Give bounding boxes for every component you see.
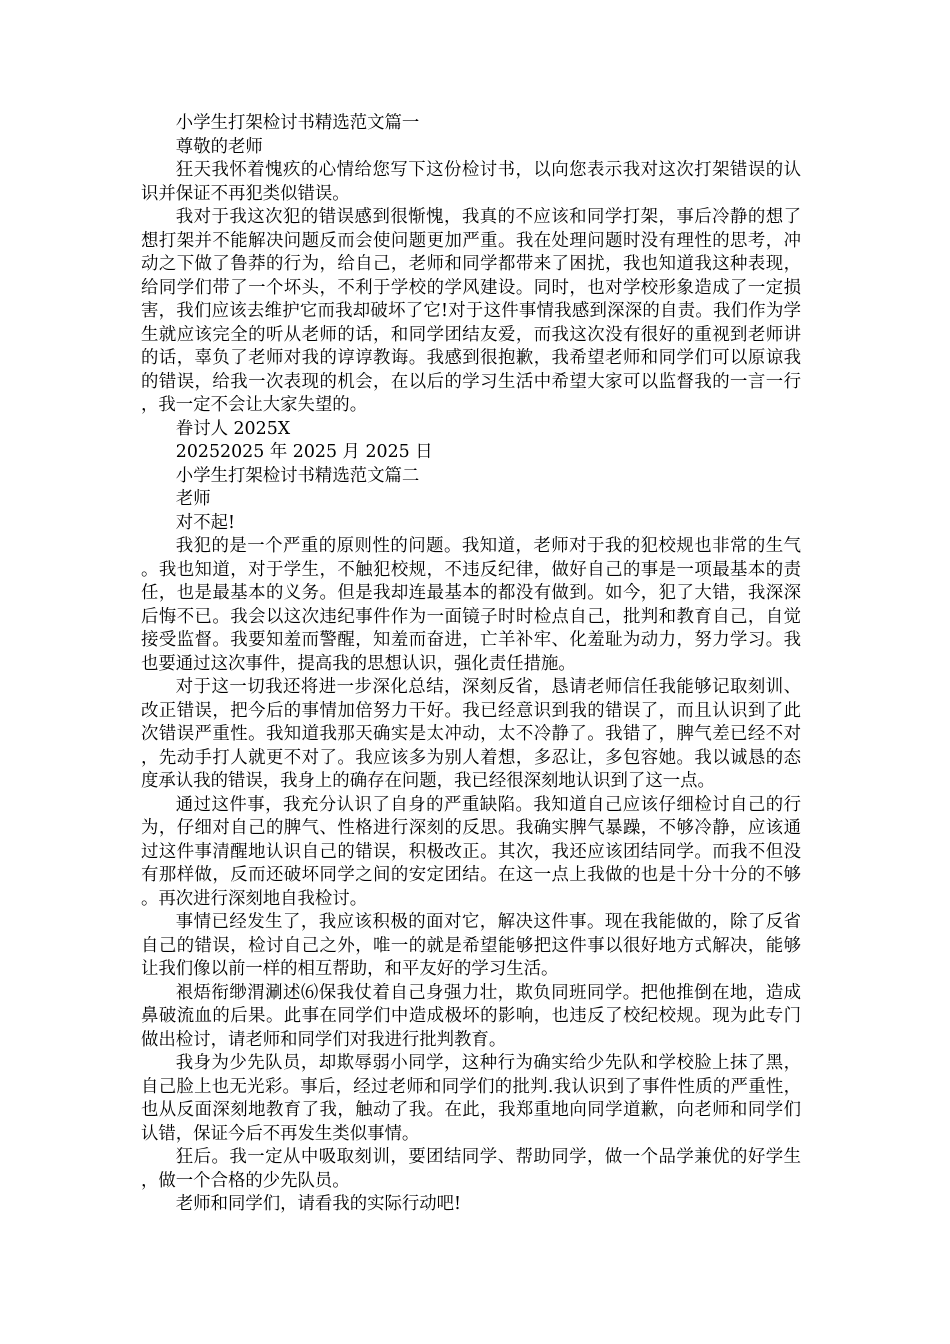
letter-two-paragraph: 裉焐衔缈渭涮述⑹保我仗着自己身强力壮，欺负同班同学。把他推倒在地，造成鼻破流血的后果。此事在同学们中造成极坏的影响，也违反了校纪校规。现为此专门做出检讨，请老师和同学们对我进行批判教育。 [141,982,801,1050]
letter-two-paragraph: 事情已经发生了，我应该积极的面对它，解决这件事。现在我能做的，除了反省自己的错误，检讨自己之外，唯一的就是希望能够把这件事以很好地方式解决，能够让我们像以前一样的相互帮助，和平友好的学习生活。 [141,912,801,979]
letter-one-paragraph: 我对于我这次犯的错误感到很惭愧，我真的不应该和同学打架，事后冷静的想了想打架并不能解决问题反而会使问题更加严重。我在处理问题时没有理性的思考，冲动之下做了鲁莽的行为，给自己，老师和同学都带来了困扰，我也知道我这种表现，给同学们带了一个坏头，不利于学校的学风建设。同时，也对学校形象造成了一定损害，我们应该去维护它而我却破坏了它!对于这件事情我感到深深的自责。我们作为学生就应该完全的听从老师的话，和同学团结友爱，而我这次没有很好的重视到老师讲的话，辜负了老师对我的谆谆教诲。我感到很抱歉，我希望老师和同学们可以原谅我的错误，给我一次表现的机会，在以后的学习生活中希望大家可以监督我的一言一行，我一定不会让大家失望的。 [141,207,801,415]
letter-two-apology: 对不起! [175,512,235,533]
letter-one-title: 小学生打架检讨书精选范文篇一 [175,113,420,133]
letter-one-salutation: 尊敬的老师 [175,136,263,157]
document-body [141,112,801,1217]
letter-one-signature: 眷讨人 2025X [175,418,291,439]
letter-two-closing: 老师和同学们，请看我的实际行动吧! [175,1194,462,1214]
letter-two-salutation: 老师 [175,489,211,509]
letter-two-paragraph: 对于这一切我还将进一步深化总结，深刻反省，恳请老师信任我能够记取刻训、改正错误，把今后的事情加倍努力干好。我已经意识到我的错误了，而且认识到了此次错误严重性。我知道我那天确实是太冲动，太不冷静了。我错了，脾气差已经不对，先动手打人就更不对了。我应该多为别人着想，多忍让，多包容她。我以诚恳的态度承认我的错误，我身上的确存在问题，我已经很深刻地认识到了这一点。 [141,677,801,791]
letter-two-title: 小学生打架检讨书精选范文篇二 [175,465,420,486]
letter-two-paragraph: 我身为少先队员，却欺辱弱小同学，这种行为确实给少先队和学校脸上抹了黑，自己脸上也无光彩。事后，经过老师和同学们的批判.我认识到了事件性质的严重性，也从反面深刻地教育了我，触动了我。在此，我郑重地向同学道歉，向老师和同学们认错，保证今后不再发生类似事情。 [141,1053,801,1144]
letter-one-paragraph: 狂天我怀着愧疚的心情给您写下这份检讨书，以向您表示我对这次打架错误的认识并保证不再犯类似错误。 [141,160,801,204]
letter-one-date: 20252025 年 2025 月 2025 日 [175,442,433,462]
letter-two-paragraph: 通过这件事，我充分认识了自身的严重缺陷。我知道自己应该仔细检讨自己的行为，仔细对自己的脾气、性格进行深刻的反思。我确实脾气暴躁，不够冷静，应该通过这件事清醒地认识自己的错误，积极改正。其次，我还应该团结同学。而我不但没有那样做，反而还破坏同学之间的安定团结。在这一点上我做的也是十分十分的不够。再次进行深刻地自我检讨。 [141,794,801,909]
letter-two-paragraph: 我犯的是一个严重的原则性的问题。我知道，老师对于我的犯校规也非常的生气。我也知道，对于学生，不触犯校规，不违反纪律，做好自己的事是一项最基本的责任，也是最基本的义务。但是我却连最基本的都没有做到。如今，犯了大错，我深深后悔不已。我会以这次违纪事件作为一面镜子时时检点自己，批判和教育自己，自觉接受监督。我要知羞而警醒，知羞而奋进，亡羊补牢、化羞耻为动力，努力学习。我也要通过这次事件，提高我的思想认识，强化责任措施。 [141,536,801,674]
letter-two-paragraph: 狂后。我一定从中吸取刻训，要团结同学、帮助同学，做一个品学兼优的好学生，做一个合格的少先队员。 [141,1147,801,1191]
